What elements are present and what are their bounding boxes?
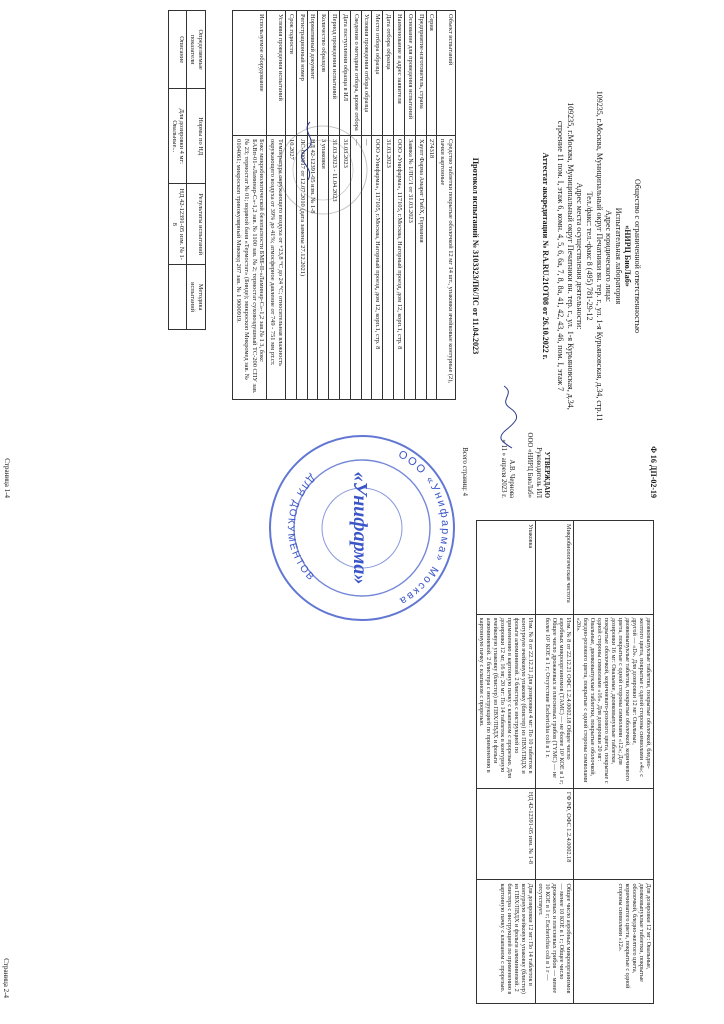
info-row	[394, 11, 405, 400]
results-cell: двояковыпуклые таблетки, покрытые оболочкой, бледно-желтого цвета, покрытые с одной стороны символами «4»; с другой — «D». Для дозировки 12 мг: Овальные, двояковыпуклые таблетки, покрытые оболочкой, коричневого цвета, покрытые с одной стороны символами «12»; Для дозировки 16 мг: Овальные, двояковыпуклые таблетки, покрытые оболочкой, коричневато-розового цвета, покрытые с одной стороны символами «16». Для дозировки 20 мг: Овальные, двояковыпуклые таблетки, покрытые оболочкой, бледно-розового цвета, покрытые с одной стороны символами «20».	[574, 614, 654, 788]
info-label: Дата поступления образца в ИЛ	[340, 11, 351, 136]
results-cell	[168, 265, 187, 330]
info-value: 31.03.2023	[340, 136, 351, 400]
results-cell: Для дозировки 12 мг: Овальные, двояковыпуклые таблетки, покрытые оболочкой, бледно-желтого цвета, коричневатого цвета, покрытые с одной стороны символами «12».	[574, 880, 654, 1004]
info-label: Сведения о методике отбора, кроме отбора	[350, 11, 361, 136]
organization-header	[540, 48, 642, 464]
signature-mark-2	[296, 118, 326, 188]
results-row	[536, 521, 574, 1004]
approval-title: УТВЕРЖДАЮ	[543, 451, 550, 498]
info-row	[426, 11, 437, 400]
info-row	[437, 11, 456, 400]
info-label: Наименование и адрес заявителя	[394, 11, 405, 136]
approval-signer: А.В. Чернова	[508, 459, 516, 498]
info-label: Количество образцов	[318, 11, 329, 136]
info-value: 3 упаковки	[318, 136, 329, 400]
results-cell: Для дозировки 12 мг: По 14 таблеток в контурную ячейковую упаковку (блистер) из ПВХ/ПВДХ и фольги алюминиевой. 2 блистера с инструкцией по применению в картонную пачку с клапаном с прорезью.	[477, 880, 536, 1004]
results-cell: Изм. № 8 от 22.12.21 ОФС 1.2.4.0002.18 Общее число аэробных микроорганизмов (ТАМС) — не более 10³ КОЕ в 1 г; Общее число дрожжевых и плесневых грибов (TYMC) — не более 10² КОЕ в 1 г; Отсутствие Escherichia coli в 1 г.	[536, 614, 574, 788]
info-value: 31.03.2023	[383, 136, 394, 400]
stamp-bottom-text: ДЛЯ ДОКУМЕНТОВ	[284, 471, 318, 585]
results-row	[168, 11, 187, 330]
info-label: Срок годности	[286, 11, 297, 136]
org-name: «НИРЦ БиоЛаб»	[623, 225, 633, 287]
results-cell: НД 42-12391-05 изм. № 1-8	[477, 788, 536, 880]
info-label: Дата отбора образца	[383, 11, 394, 136]
info-value: —	[361, 136, 372, 400]
protocol-page-2	[0, 512, 662, 1012]
info-row	[383, 11, 394, 400]
phone-fax: Тел./факс: тел.-факс 8 (495) 781-29-12	[585, 191, 595, 321]
info-label: Серия	[426, 11, 437, 136]
info-label: Условия проведения отбора образца	[361, 11, 372, 136]
results-col-norm: Нормы по НД	[187, 89, 206, 184]
pages-total: Всего страниц: 4	[461, 447, 468, 496]
info-value: Средство таблетки покрытые оболочкой 12 мг 14 шт., упаковки ячейковые контурные (2), пачки картонные	[437, 136, 456, 400]
approval-date: « 11 » апреля 2023 г.	[499, 439, 507, 498]
results-cell: Микробиологическая чистота	[536, 521, 574, 615]
info-value: ООО «Унифарма», 117105, г.Москва, Нагорный проезд, дом 12, корп.1, стр. 8	[394, 136, 405, 400]
info-label: Нормативный документ	[307, 11, 318, 136]
results-table	[168, 10, 206, 330]
approval-company: ООО «НИРЦ БиоЛаб»	[526, 432, 534, 498]
info-label: Период проведения испытаний	[329, 11, 340, 136]
info-value: 274318	[426, 136, 437, 400]
info-value: ООО «Унифарма», 117105, г.Москва, Нагорный проезд, дом 12, корп.1, стр. 8	[372, 136, 383, 400]
results-cell: Изм. № 8 от 22.12.21 Для дозировки 4 мг: По 10 таблеток в контурную ячейковую упаковку (блистер) из ПВХ/ПВДХ и фольги алюминиевой. 2 блистера с инструкцией по применению в картонную пачку с клапаном с прорезью. Для дозировки 12 мг, 16 мг, 20 мг: По 14 таблеток в контурную ячейковую упаковку (блистер) из ПВХ/ПВДХ и фольги алюминиевой. 2 блистера с инструкцией по применению в картонную пачку с клапаном с прорезью.	[477, 614, 536, 788]
info-row	[415, 11, 426, 400]
stamp-top-text: ООО «Унифарма» Москва	[396, 448, 452, 608]
info-row	[404, 11, 415, 400]
info-value: ЛС-000617 от 12.07.2010 (дата замены 27.12.2021)	[296, 136, 307, 400]
legal-address: 109235, г.Москва, Муниципальный округ Печатники вн. тер. г., ул. 1-я Курьяновская, д.34, стр.11	[594, 90, 604, 422]
info-label: Место отбора образца	[372, 11, 383, 136]
info-label: Регистрационный номер	[296, 11, 307, 136]
results-col-method: Методика испытаний	[187, 265, 206, 330]
legal-address-label: Адрес юридического лица:	[604, 210, 614, 302]
info-label: Условия проведения испытаний	[267, 11, 286, 136]
results-cell: ГФ РФ, ОФС 1.2.4.0002.18	[536, 788, 574, 880]
results-cell: Описание	[168, 11, 187, 89]
results-cell: Для дозировки 4 мг: Овальные...	[168, 89, 187, 184]
activity-address-cont: строение 11 пом. I, этаж 6, комн. 4, 5, 6, 6а, 7, 8, 8а, 41, 42, 43, 46, пом. I, этаж 7	[556, 120, 566, 392]
approval-position: Руководитель ИЛ	[534, 447, 542, 498]
results-header-row	[187, 11, 206, 330]
page-footer-2: Страница 2-4	[2, 958, 10, 998]
signature-mark	[496, 382, 520, 452]
results-cell	[574, 521, 654, 615]
info-label: Используемое оборудование	[233, 11, 267, 136]
info-value: Хаупт Фарма Амарег ГмбХ, Германия	[415, 136, 426, 400]
info-value: Температура окружающего воздуха от +23,8 °С до 24 °С; относительная влажность окружающего воздуха от 39% до 41%; атмосферное давление от 749 - 751 мм рт.ст.	[267, 136, 286, 400]
results-col-indicator: Определяемые показатели	[187, 11, 206, 89]
info-label: Предприятие-изготовитель, страна	[415, 11, 426, 136]
info-value: 31.03.2023 - 11.04.2023	[329, 136, 340, 400]
results-row	[574, 521, 654, 1004]
info-value: —	[350, 136, 361, 400]
info-value: НД 42-12391-05 изм. № 1-8	[307, 136, 318, 400]
accreditation: Аттестат аккредитации № RA.RU.21ОТ08 от 26.10.2022 г.	[540, 152, 550, 360]
page-footer: Страница 1-4	[2, 458, 11, 498]
info-value: Бокс микробиологической безопасности БМБ-II-«Ламинар-С»-1,2 зав.№ 1 3, бокс БАВп-01-«Ламинар-С»-1,2 зав. № 1100 зав. № 2; термостат суховоздушный ТС-200 СПУ зав. № 23; термостат № 01; водяной баня «Термостат» (Бинде); микроскоп Микромед зав. № 0104061; микроскоп тринокулярный Микмед 207 зав. № 1 9000919.	[233, 136, 267, 400]
info-value: 10.2027	[286, 136, 297, 400]
stamp-center-text: «Унифарма»	[349, 471, 371, 585]
info-label: Основание для проведения испытаний	[404, 11, 415, 136]
info-row	[233, 11, 267, 400]
results-cell: НД 42-12391-05 изм. № 1-8	[168, 184, 187, 265]
protocol-title: Протокол испытаний № 3103323/П6/ЛС от 11.04.2023	[471, 157, 480, 355]
info-value: Заявка № 1/ПС/1 от 31.03.2023	[404, 136, 415, 400]
activity-address: 109235, г.Москва, Муниципальный округ Печатники вн. тер. г., ул. 1-я Курьяновская, д.34,	[565, 102, 575, 410]
results-cell: Общее число аэробных микроорганизмов — менее 10 КОЕ в 1 г; Общее число дрожжевых и плесневых грибов — менее 10 КОЕ в 1 г; Escherichia coli в 1 г — отсутствует.	[536, 880, 574, 1004]
info-label: Объект испытаний	[437, 11, 456, 136]
org-line-1: Общество с ограниченной ответственностью	[633, 179, 642, 333]
results-col-result: Результаты испытаний	[187, 184, 206, 265]
results-cell: Упаковка	[477, 521, 536, 615]
results-table-continued	[476, 520, 654, 1004]
form-code: Ф 16 ДП-02-19	[649, 446, 658, 498]
activity-address-label: Адрес места осуществления деятельности:	[575, 182, 585, 330]
lab-name: Испытательная лаборатория	[613, 207, 623, 305]
results-cell	[574, 788, 654, 880]
results-row	[477, 521, 536, 1004]
